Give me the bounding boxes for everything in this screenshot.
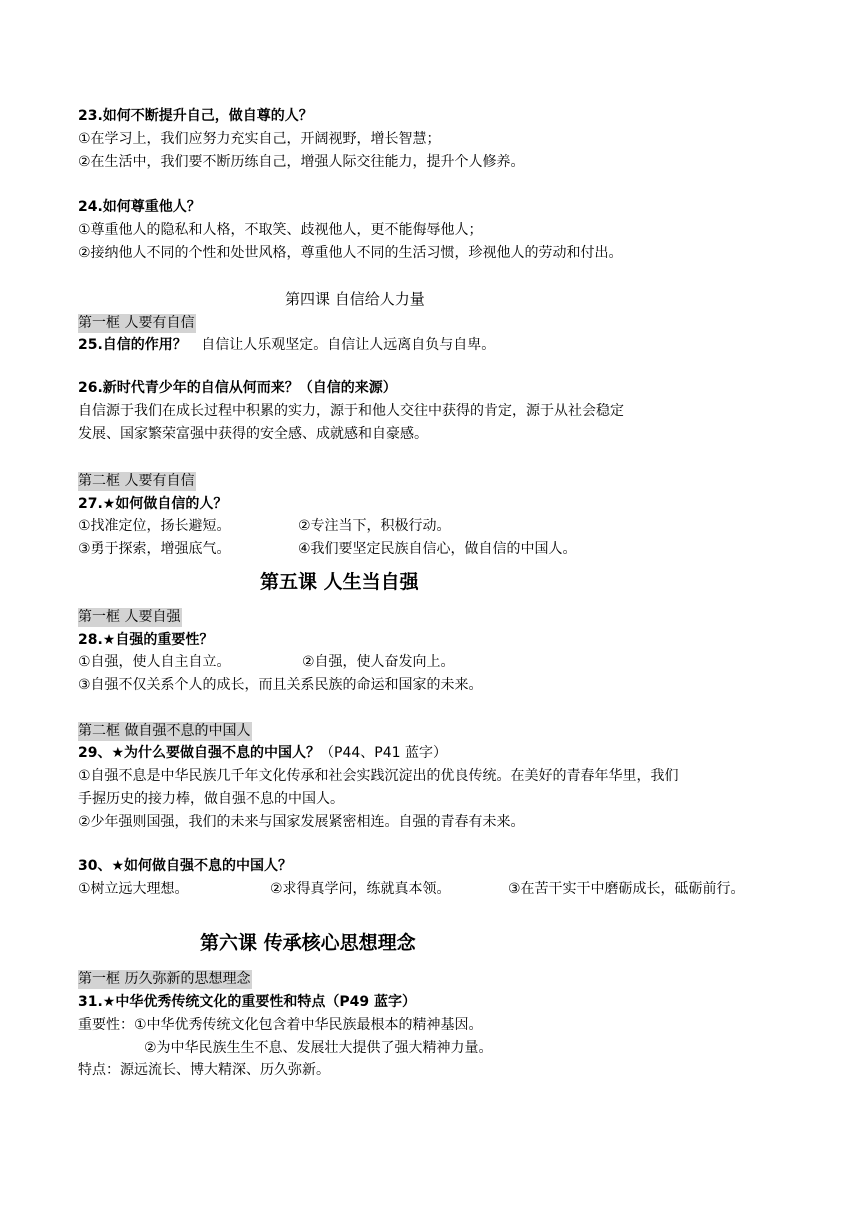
- lesson-5-section-2: 第二框 做自强不息的中国人: [78, 723, 251, 739]
- question-23-item-2: ②在生活中，我们要不断历练自己，增强人际交往能力，提升个人修养。: [78, 154, 525, 170]
- question-26-line-1: 自信源于我们在成长过程中积累的实力，源于和他人交往中获得的肯定，源于从社会稳定: [78, 403, 624, 419]
- lesson-6-title: 第六课 传承核心思想理念: [200, 932, 416, 954]
- question-27-row-1: [78, 516, 451, 536]
- question-31-importance-item-1: ①中华优秀传统文化包含着中华民族最根本的精神基因。: [134, 1017, 483, 1033]
- question-25-title: 25.自信的作用？: [78, 337, 187, 353]
- lesson-5-title: 第五课 人生当自强: [260, 571, 419, 593]
- question-23-item-1: ①在学习上，我们应努力充实自己，开阔视野，增长智慧；: [78, 131, 441, 147]
- question-29-line-3: ②少年强则国强，我们的未来与国家发展紧密相连。自强的青春有未来。: [78, 814, 525, 830]
- question-24-item-2: ②接纳他人不同的个性和处世风格，尊重他人不同的生活习惯，珍视他人的劳动和付出。: [78, 245, 623, 261]
- question-27-item-3: ③勇于探索，增强底气。: [78, 541, 231, 557]
- question-30-title: 30、★如何做自强不息的中国人？: [78, 858, 293, 874]
- question-29-heading: [78, 743, 447, 763]
- question-30-item-3: ③在苦干实干中磨砺成长，砥砺前行。: [508, 881, 745, 897]
- question-31-title: 31.★中华优秀传统文化的重要性和特点（P49 蓝字）: [78, 994, 416, 1010]
- question-28-row-1: [78, 652, 455, 672]
- question-31-importance-1: [78, 1015, 483, 1035]
- question-28-title: 28.★自强的重要性？: [78, 632, 214, 648]
- question-27-item-2: ②专注当下，积极行动。: [298, 518, 451, 534]
- question-27-item-4: ④我们要坚定民族自信心，做自信的中国人。: [298, 541, 577, 557]
- question-27-row-2: [78, 539, 577, 559]
- question-27-title: 27.★如何做自信的人？: [78, 496, 228, 512]
- question-25-answer: 自信让人乐观坚定。自信让人远离自负与自卑。: [201, 337, 496, 353]
- question-29-line-1: ①自强不息是中华民族几千年文化传承和社会实践沉淀出的优良传统。在美好的青春年华里，我们: [78, 768, 679, 784]
- lesson-4-section-1: 第一框 人要有自信: [78, 315, 195, 331]
- question-25: [78, 335, 495, 355]
- question-26-title: 26.新时代青少年的自信从何而来？（自信的来源）: [78, 380, 397, 396]
- question-31-importance-label: 重要性：: [78, 1017, 134, 1033]
- question-28-item-3: ③自强不仅关系个人的成长，而且关系民族的命运和国家的未来。: [78, 677, 483, 693]
- question-29-line-2: 手握历史的接力棒，做自强不息的中国人。: [78, 791, 344, 807]
- question-30-row: [78, 879, 745, 899]
- lesson-6-section-1: 第一框 历久弥新的思想理念: [78, 971, 251, 987]
- question-29-title: 29、★为什么要做自强不息的中国人？: [78, 745, 321, 761]
- question-24-item-1: ①尊重他人的隐私和人格，不取笑、歧视他人，更不能侮辱他人；: [78, 222, 483, 238]
- lesson-4-title: 第四课 自信给人力量: [285, 290, 425, 308]
- question-30-item-2: ②求得真学问，练就真本领。: [270, 881, 451, 897]
- question-26-line-2: 发展、国家繁荣富强中获得的安全感、成就感和自豪感。: [78, 426, 428, 442]
- question-30-item-1: ①树立远大理想。: [78, 881, 189, 897]
- question-28-item-1: ①自强，使人自主自立。: [78, 654, 231, 670]
- question-31-features: 特点：源远流长、博大精深、历久弥新。: [78, 1062, 330, 1078]
- question-27-item-1: ①找准定位，扬长避短。: [78, 518, 231, 534]
- lesson-5-section-1: 第一框 人要自强: [78, 609, 181, 625]
- question-23-title: 23.如何不断提升自己，做自尊的人？: [78, 108, 313, 124]
- question-31-importance-item-2: ②为中华民族生生不息、发展壮大提供了强大精神力量。: [144, 1040, 493, 1056]
- question-28-item-2: ②自强，使人奋发向上。: [302, 654, 455, 670]
- lesson-4-section-2: 第二框 人要有自信: [78, 473, 195, 489]
- question-24-title: 24.如何尊重他人？: [78, 199, 201, 215]
- question-29-note: （P44、P41 蓝字）: [320, 745, 448, 761]
